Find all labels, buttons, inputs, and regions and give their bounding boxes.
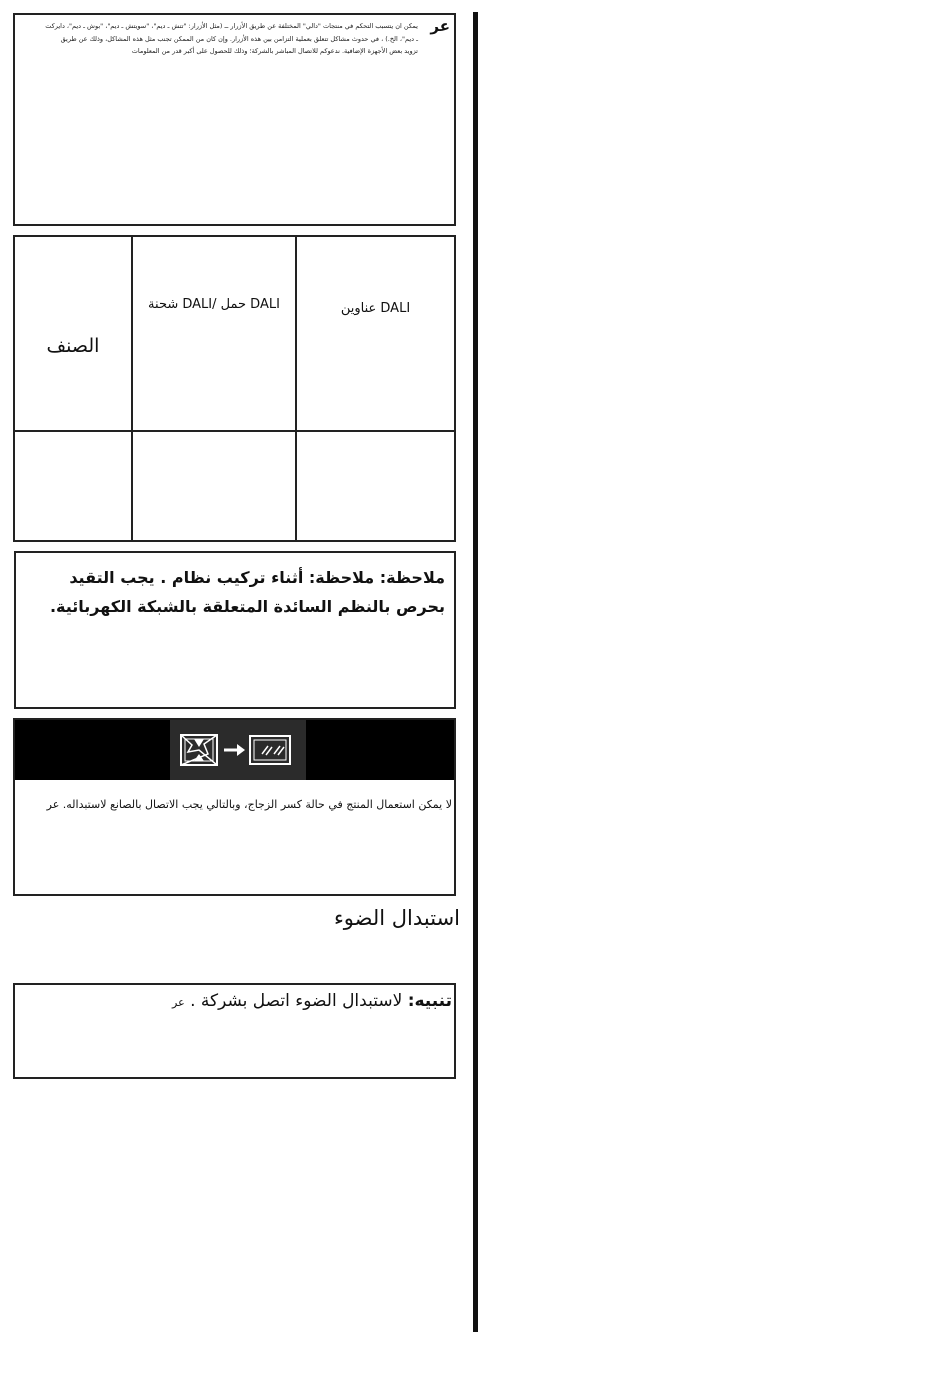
caution-message: لاستبدال الضوء اتصل بشركة . — [190, 991, 403, 1011]
note-line: ملاحظة: ملاحظة: أثناء تركيب نظام . يجب التقيد — [69, 568, 445, 587]
caution-text — [19, 991, 452, 1011]
page-divider — [473, 12, 478, 1332]
table-cell — [133, 432, 297, 540]
table-cell — [15, 432, 133, 540]
header-dali-addresses: عناوين DALI — [340, 301, 411, 316]
caution-label: تنبيه: — [407, 991, 452, 1011]
installation-note-box — [14, 551, 456, 709]
glass-warning-text — [19, 798, 452, 811]
broken-glass-replace-icon — [170, 720, 306, 780]
table-header-cell — [297, 237, 454, 432]
section-heading: استبدال الضوء — [333, 906, 460, 930]
note-line: بحرص بالنظم السائدة المتعلقة بالشبكة الكهربائية. — [49, 597, 445, 616]
language-code: عر — [172, 996, 185, 1009]
caution-box — [13, 983, 456, 1079]
table-header-cell — [133, 237, 297, 432]
table-header-cell — [15, 237, 133, 432]
header-category: الصنف — [46, 335, 100, 357]
header-dali-load: شحنة DALI/ حمل DALI — [148, 297, 280, 312]
table-cell — [297, 432, 454, 540]
glass-warning-message: لا يمكن استعمال المنتج في حالة كسر الزجاج، وبالتالي يجب الاتصال بالصانع لاستبداله. — [62, 798, 452, 811]
dali-info-box — [13, 13, 456, 226]
dali-table — [13, 235, 456, 542]
dali-info-paragraph: يمكن ان يتسبب التحكم في منتجات "دالي" المختلفة عن طريق الأزرار ــ (مثل الأزرار: "تتش ـ ديم"، "سويتش ـ ديم"، "بوش ـ ديم"، دايركت ـ ديم"، الخ.) ، في حدوث مشاكل تتعلق بعملية التزامن بين هذه الأزرار. وإن كان من الممكن تجنب مثل هذه المشاكل، وذلك عن طريق تزويد بعض الأجهزة الإضافية. ندعوكم للاتصال المباشر بالشركة؛ وذلك للحصول على أكبر قدر من المعلومات — [45, 22, 418, 55]
language-code: عر — [46, 798, 60, 811]
installation-note-text — [26, 563, 445, 621]
language-code: عر — [430, 17, 450, 35]
glass-warning-box — [13, 718, 456, 896]
